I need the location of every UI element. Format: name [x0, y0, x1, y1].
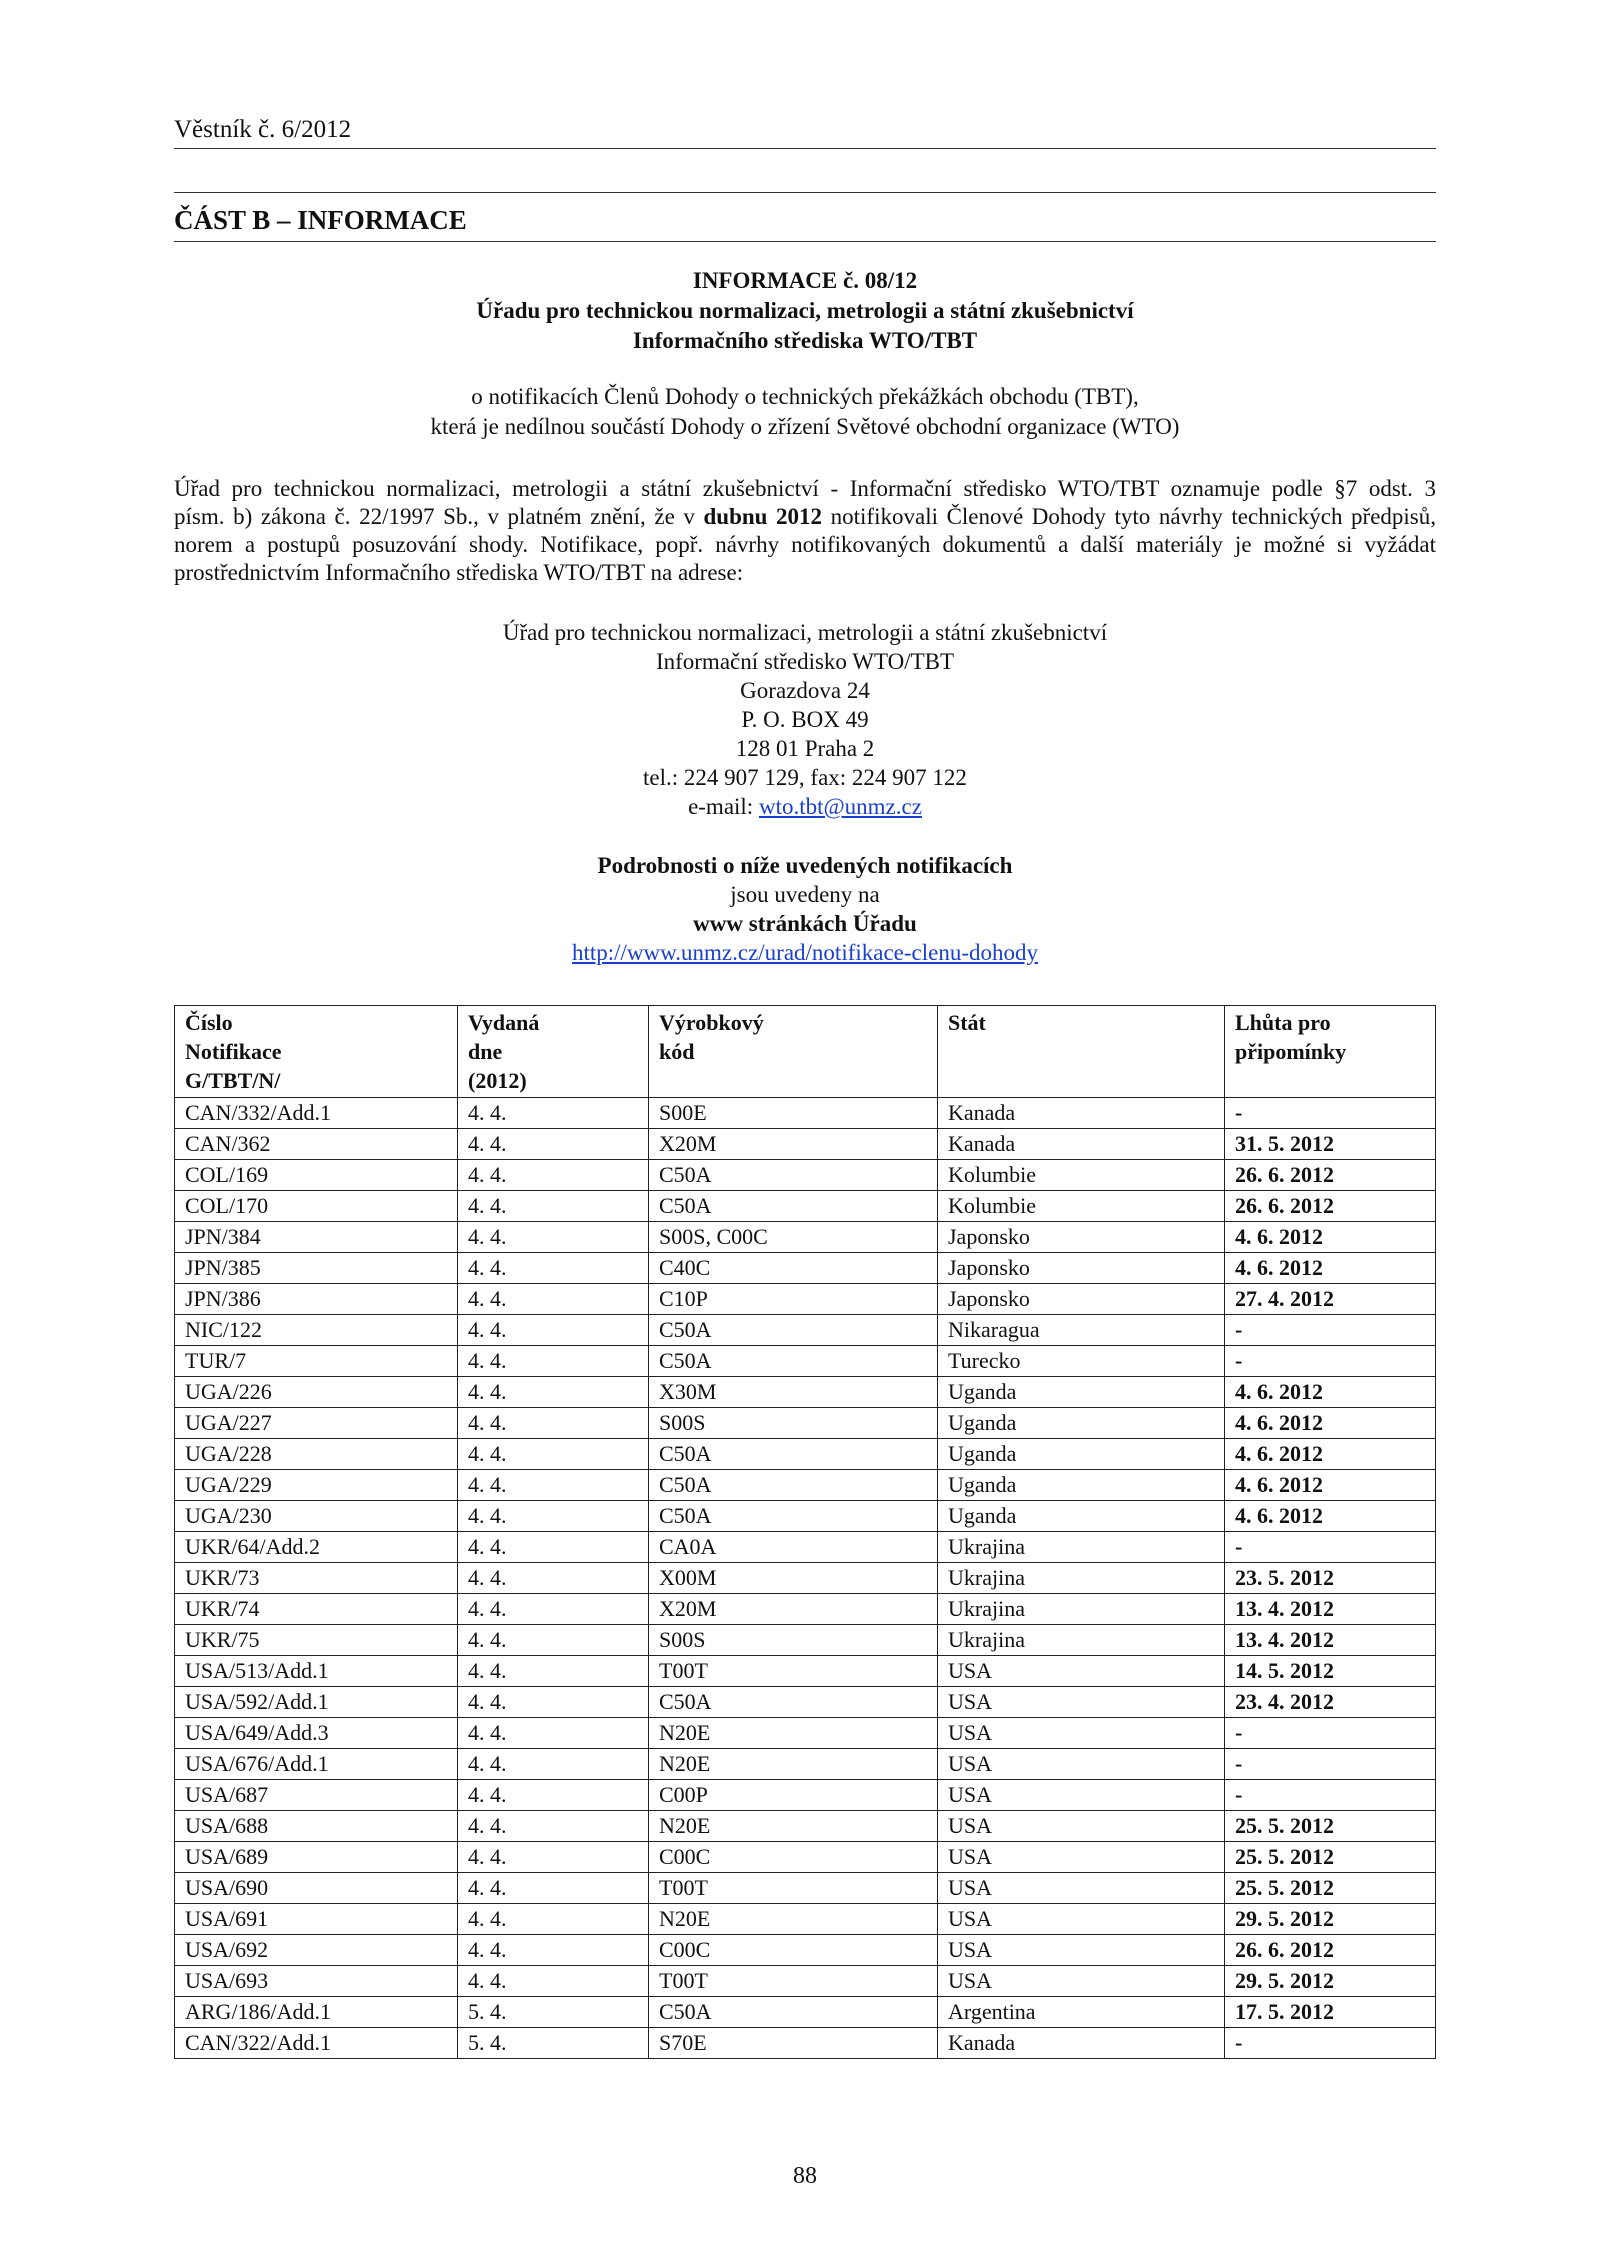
- cell-product-code: S00S: [649, 1408, 938, 1439]
- table-row: [175, 1129, 1436, 1160]
- cell-comment-deadline: -: [1225, 1718, 1436, 1749]
- intro-text: písm. b) zákona č. 22/1997 Sb., v platném znění, že v: [174, 504, 704, 529]
- cell-product-code: S00S, C00C: [649, 1222, 938, 1253]
- cell-issued-date: 4. 4.: [458, 1563, 649, 1594]
- cell-issued-date: 4. 4.: [458, 1501, 649, 1532]
- cell-comment-deadline: 14. 5. 2012: [1225, 1656, 1436, 1687]
- cell-issued-date: 5. 4.: [458, 2028, 649, 2059]
- cell-comment-deadline: 26. 6. 2012: [1225, 1935, 1436, 1966]
- subtitle-block: [174, 382, 1436, 442]
- cell-notification-number: CAN/322/Add.1: [175, 2028, 458, 2059]
- cell-product-code: C50A: [649, 1439, 938, 1470]
- cell-comment-deadline: 25. 5. 2012: [1225, 1811, 1436, 1842]
- cell-issued-date: 4. 4.: [458, 1842, 649, 1873]
- email-label: e-mail:: [688, 794, 759, 819]
- table-row: [175, 1160, 1436, 1191]
- table-row: [175, 1749, 1436, 1780]
- header-text: Lhůta pro: [1235, 1010, 1331, 1035]
- cell-issued-date: 4. 4.: [458, 1470, 649, 1501]
- table-row: [175, 1687, 1436, 1718]
- cell-product-code: X30M: [649, 1377, 938, 1408]
- cell-comment-deadline: 27. 4. 2012: [1225, 1284, 1436, 1315]
- intro-line-1: Úřad pro technickou normalizaci, metrologii a státní zkušebnictví - Informační středisko WTO/TBT oznamuje podle §7 odst. 3: [174, 476, 1436, 501]
- cell-product-code: N20E: [649, 1749, 938, 1780]
- cell-comment-deadline: -: [1225, 1780, 1436, 1811]
- section-heading: ČÁST B – INFORMACE: [174, 205, 467, 235]
- cell-comment-deadline: 13. 4. 2012: [1225, 1594, 1436, 1625]
- cell-product-code: T00T: [649, 1966, 938, 1997]
- cell-comment-deadline: -: [1225, 1749, 1436, 1780]
- cell-notification-number: CAN/362: [175, 1129, 458, 1160]
- cell-country: Ukrajina: [938, 1625, 1225, 1656]
- details-url-line: [174, 938, 1436, 967]
- cell-notification-number: UGA/230: [175, 1501, 458, 1532]
- table-row: [175, 1470, 1436, 1501]
- cell-country: Kanada: [938, 2028, 1225, 2059]
- cell-issued-date: 4. 4.: [458, 1718, 649, 1749]
- cell-notification-number: UGA/226: [175, 1377, 458, 1408]
- cell-product-code: C50A: [649, 1346, 938, 1377]
- cell-product-code: C50A: [649, 1997, 938, 2028]
- cell-comment-deadline: 31. 5. 2012: [1225, 1129, 1436, 1160]
- information-number: INFORMACE č. 08/12: [692, 268, 918, 293]
- header-text: (2012): [468, 1068, 527, 1093]
- header-comment-deadline: [1225, 1006, 1436, 1098]
- issuer-name: Úřadu pro technickou normalizaci, metrologii a státní zkušebnictví: [476, 298, 1134, 323]
- table-row: [175, 1315, 1436, 1346]
- cell-issued-date: 4. 4.: [458, 1129, 649, 1160]
- cell-notification-number: CAN/332/Add.1: [175, 1098, 458, 1129]
- intro-line-4: prostřednictvím Informačního střediska WTO/TBT na adrese:: [174, 560, 744, 585]
- cell-product-code: N20E: [649, 1718, 938, 1749]
- header-text: kód: [659, 1039, 695, 1064]
- header-text: Číslo: [185, 1010, 233, 1035]
- cell-product-code: C10P: [649, 1284, 938, 1315]
- cell-notification-number: USA/676/Add.1: [175, 1749, 458, 1780]
- issuer-department: Informačního střediska WTO/TBT: [632, 328, 978, 353]
- address-line-4: P. O. BOX 49: [741, 707, 869, 732]
- cell-country: USA: [938, 1935, 1225, 1966]
- table-row: [175, 1625, 1436, 1656]
- intro-text: notifikovali Členové Dohody tyto návrhy technických předpisů,: [822, 504, 1437, 529]
- cell-notification-number: UKR/64/Add.2: [175, 1532, 458, 1563]
- notifications-url-link[interactable]: http://www.unmz.cz/urad/notifikace-clenu-dohody: [571, 940, 1039, 965]
- cell-comment-deadline: 4. 6. 2012: [1225, 1222, 1436, 1253]
- cell-notification-number: JPN/386: [175, 1284, 458, 1315]
- cell-issued-date: 4. 4.: [458, 1346, 649, 1377]
- intro-line-2: [174, 503, 1436, 531]
- cell-comment-deadline: 26. 6. 2012: [1225, 1191, 1436, 1222]
- cell-comment-deadline: 4. 6. 2012: [1225, 1439, 1436, 1470]
- cell-notification-number: USA/687: [175, 1780, 458, 1811]
- header-text: Vydaná: [468, 1010, 540, 1035]
- cell-country: Ukrajina: [938, 1563, 1225, 1594]
- cell-notification-number: USA/689: [175, 1842, 458, 1873]
- cell-product-code: S00E: [649, 1098, 938, 1129]
- cell-country: Uganda: [938, 1439, 1225, 1470]
- cell-comment-deadline: 26. 6. 2012: [1225, 1160, 1436, 1191]
- cell-country: USA: [938, 1966, 1225, 1997]
- cell-country: Japonsko: [938, 1222, 1225, 1253]
- subtitle-line-2: která je nedílnou součástí Dohody o zřízení Světové obchodní organizace (WTO): [430, 414, 1180, 439]
- cell-country: Ukrajina: [938, 1594, 1225, 1625]
- cell-notification-number: USA/513/Add.1: [175, 1656, 458, 1687]
- cell-product-code: N20E: [649, 1811, 938, 1842]
- cell-comment-deadline: 29. 5. 2012: [1225, 1966, 1436, 1997]
- header-notification-number: [175, 1006, 458, 1098]
- cell-issued-date: 4. 4.: [458, 1253, 649, 1284]
- table-row: [175, 1842, 1436, 1873]
- header-text: Stát: [948, 1010, 986, 1035]
- cell-issued-date: 4. 4.: [458, 1160, 649, 1191]
- cell-country: USA: [938, 1811, 1225, 1842]
- table-row: [175, 1346, 1436, 1377]
- cell-country: Uganda: [938, 1501, 1225, 1532]
- section-rule-top: [174, 192, 1436, 193]
- cell-issued-date: 4. 4.: [458, 1191, 649, 1222]
- cell-country: Uganda: [938, 1377, 1225, 1408]
- cell-issued-date: 4. 4.: [458, 1439, 649, 1470]
- details-block: [174, 851, 1436, 967]
- address-line-3: Gorazdova 24: [740, 678, 870, 703]
- cell-issued-date: 4. 4.: [458, 1625, 649, 1656]
- table-row: [175, 1253, 1436, 1284]
- cell-issued-date: 4. 4.: [458, 1656, 649, 1687]
- cell-issued-date: 4. 4.: [458, 1811, 649, 1842]
- cell-product-code: C50A: [649, 1687, 938, 1718]
- table-row: [175, 1222, 1436, 1253]
- header-text: Výrobkový: [659, 1010, 764, 1035]
- cell-comment-deadline: 17. 5. 2012: [1225, 1997, 1436, 2028]
- cell-country: USA: [938, 1780, 1225, 1811]
- cell-country: Uganda: [938, 1408, 1225, 1439]
- table-row: [175, 1377, 1436, 1408]
- cell-comment-deadline: -: [1225, 2028, 1436, 2059]
- information-title-block: [174, 266, 1436, 356]
- cell-notification-number: USA/592/Add.1: [175, 1687, 458, 1718]
- table-row: [175, 1408, 1436, 1439]
- table-row: [175, 1098, 1436, 1129]
- cell-product-code: C50A: [649, 1501, 938, 1532]
- address-line-2: Informační středisko WTO/TBT: [655, 649, 955, 674]
- table-row: [175, 1532, 1436, 1563]
- table-row: [175, 1439, 1436, 1470]
- header-issued-date: [458, 1006, 649, 1098]
- cell-product-code: C00C: [649, 1842, 938, 1873]
- table-header-row: [175, 1006, 1436, 1098]
- cell-notification-number: COL/169: [175, 1160, 458, 1191]
- details-line-1: Podrobnosti o níže uvedených notifikacích: [597, 853, 1013, 878]
- table-row: [175, 1997, 1436, 2028]
- cell-country: Turecko: [938, 1346, 1225, 1377]
- intro-line-3: norem a postupů posuzování shody. Notifikace, popř. návrhy notifikovaných dokumentů a další materiály je možné si vyžádat: [174, 532, 1436, 557]
- address-line-1: Úřad pro technickou normalizaci, metrologii a státní zkušebnictví: [502, 620, 1108, 645]
- notifications-table: [174, 1005, 1436, 2059]
- table-row: [175, 1501, 1436, 1532]
- cell-comment-deadline: 25. 5. 2012: [1225, 1873, 1436, 1904]
- cell-country: USA: [938, 1718, 1225, 1749]
- cell-issued-date: 4. 4.: [458, 1966, 649, 1997]
- intro-paragraph: [174, 475, 1436, 587]
- address-line-5: 128 01 Praha 2: [735, 736, 875, 761]
- table-row: [175, 1563, 1436, 1594]
- cell-issued-date: 4. 4.: [458, 1935, 649, 1966]
- cell-product-code: S00S: [649, 1625, 938, 1656]
- cell-notification-number: ARG/186/Add.1: [175, 1997, 458, 2028]
- address-line-6: tel.: 224 907 129, fax: 224 907 122: [643, 765, 967, 790]
- subtitle-line-1: o notifikacích Členů Dohody o technických překážkách obchodu (TBT),: [471, 384, 1139, 409]
- cell-product-code: S70E: [649, 2028, 938, 2059]
- cell-comment-deadline: -: [1225, 1346, 1436, 1377]
- cell-product-code: C50A: [649, 1191, 938, 1222]
- cell-product-code: X00M: [649, 1563, 938, 1594]
- cell-comment-deadline: -: [1225, 1315, 1436, 1346]
- details-line-2: jsou uvedeny na: [730, 882, 880, 907]
- cell-product-code: X20M: [649, 1129, 938, 1160]
- cell-product-code: X20M: [649, 1594, 938, 1625]
- cell-product-code: C50A: [649, 1315, 938, 1346]
- header-country: [938, 1006, 1225, 1098]
- cell-country: USA: [938, 1904, 1225, 1935]
- table-row: [175, 1780, 1436, 1811]
- cell-issued-date: 4. 4.: [458, 1780, 649, 1811]
- table-row: [175, 1873, 1436, 1904]
- cell-notification-number: USA/691: [175, 1904, 458, 1935]
- cell-country: Kolumbie: [938, 1160, 1225, 1191]
- cell-comment-deadline: 23. 5. 2012: [1225, 1563, 1436, 1594]
- cell-notification-number: USA/688: [175, 1811, 458, 1842]
- cell-country: Uganda: [938, 1470, 1225, 1501]
- cell-product-code: C00P: [649, 1780, 938, 1811]
- cell-product-code: T00T: [649, 1873, 938, 1904]
- details-line-3: www stránkách Úřadu: [693, 911, 917, 936]
- cell-country: USA: [938, 1873, 1225, 1904]
- email-link[interactable]: wto.tbt@unmz.cz: [758, 794, 922, 819]
- cell-product-code: C50A: [649, 1470, 938, 1501]
- header-text: G/TBT/N/: [185, 1068, 281, 1093]
- cell-country: Ukrajina: [938, 1532, 1225, 1563]
- table-row: [175, 1935, 1436, 1966]
- cell-notification-number: NIC/122: [175, 1315, 458, 1346]
- table-row: [175, 1191, 1436, 1222]
- cell-product-code: N20E: [649, 1904, 938, 1935]
- cell-notification-number: UGA/229: [175, 1470, 458, 1501]
- cell-notification-number: JPN/384: [175, 1222, 458, 1253]
- cell-notification-number: UKR/73: [175, 1563, 458, 1594]
- section-rule-bottom: [174, 241, 1436, 242]
- header-text: připomínky: [1235, 1039, 1347, 1064]
- cell-issued-date: 4. 4.: [458, 1904, 649, 1935]
- cell-country: Japonsko: [938, 1284, 1225, 1315]
- page-number: 88: [793, 2163, 817, 2189]
- intro-month: dubnu 2012: [703, 504, 823, 529]
- cell-issued-date: 4. 4.: [458, 1284, 649, 1315]
- cell-notification-number: UKR/74: [175, 1594, 458, 1625]
- cell-country: USA: [938, 1842, 1225, 1873]
- cell-issued-date: 4. 4.: [458, 1377, 649, 1408]
- cell-notification-number: UKR/75: [175, 1625, 458, 1656]
- cell-notification-number: USA/649/Add.3: [175, 1718, 458, 1749]
- cell-issued-date: 4. 4.: [458, 1532, 649, 1563]
- cell-comment-deadline: 4. 6. 2012: [1225, 1501, 1436, 1532]
- cell-issued-date: 4. 4.: [458, 1594, 649, 1625]
- cell-product-code: T00T: [649, 1656, 938, 1687]
- cell-issued-date: 4. 4.: [458, 1098, 649, 1129]
- table-body: [175, 1098, 1436, 2059]
- cell-issued-date: 5. 4.: [458, 1997, 649, 2028]
- table-row: [175, 2028, 1436, 2059]
- table-row: [175, 1284, 1436, 1315]
- table-row: [175, 1811, 1436, 1842]
- header-text: dne: [468, 1039, 503, 1064]
- table-row: [175, 1656, 1436, 1687]
- cell-comment-deadline: 13. 4. 2012: [1225, 1625, 1436, 1656]
- cell-product-code: C40C: [649, 1253, 938, 1284]
- cell-notification-number: COL/170: [175, 1191, 458, 1222]
- table-row: [175, 1904, 1436, 1935]
- cell-issued-date: 4. 4.: [458, 1687, 649, 1718]
- cell-country: Nikaragua: [938, 1315, 1225, 1346]
- table-row: [175, 1594, 1436, 1625]
- header-rule: [174, 148, 1436, 149]
- cell-country: Kanada: [938, 1129, 1225, 1160]
- cell-notification-number: USA/693: [175, 1966, 458, 1997]
- cell-country: USA: [938, 1656, 1225, 1687]
- cell-country: Kanada: [938, 1098, 1225, 1129]
- table-row: [175, 1966, 1436, 1997]
- cell-country: Argentina: [938, 1997, 1225, 2028]
- cell-notification-number: UGA/227: [175, 1408, 458, 1439]
- cell-issued-date: 4. 4.: [458, 1873, 649, 1904]
- cell-issued-date: 4. 4.: [458, 1315, 649, 1346]
- cell-comment-deadline: 29. 5. 2012: [1225, 1904, 1436, 1935]
- cell-country: Japonsko: [938, 1253, 1225, 1284]
- cell-issued-date: 4. 4.: [458, 1222, 649, 1253]
- table-row: [175, 1718, 1436, 1749]
- cell-comment-deadline: 4. 6. 2012: [1225, 1408, 1436, 1439]
- email-line: [174, 792, 1436, 821]
- cell-country: USA: [938, 1749, 1225, 1780]
- cell-product-code: CA0A: [649, 1532, 938, 1563]
- cell-country: Kolumbie: [938, 1191, 1225, 1222]
- header-product-code: [649, 1006, 938, 1098]
- header-text: Notifikace: [185, 1039, 282, 1064]
- cell-comment-deadline: 23. 4. 2012: [1225, 1687, 1436, 1718]
- cell-comment-deadline: -: [1225, 1532, 1436, 1563]
- cell-comment-deadline: -: [1225, 1098, 1436, 1129]
- journal-title: Věstník č. 6/2012: [174, 116, 352, 143]
- cell-comment-deadline: 4. 6. 2012: [1225, 1470, 1436, 1501]
- cell-notification-number: USA/690: [175, 1873, 458, 1904]
- cell-issued-date: 4. 4.: [458, 1749, 649, 1780]
- cell-country: USA: [938, 1687, 1225, 1718]
- address-block: [174, 618, 1436, 821]
- cell-comment-deadline: 4. 6. 2012: [1225, 1253, 1436, 1284]
- cell-notification-number: TUR/7: [175, 1346, 458, 1377]
- cell-comment-deadline: 4. 6. 2012: [1225, 1377, 1436, 1408]
- cell-issued-date: 4. 4.: [458, 1408, 649, 1439]
- cell-notification-number: USA/692: [175, 1935, 458, 1966]
- cell-notification-number: UGA/228: [175, 1439, 458, 1470]
- cell-comment-deadline: 25. 5. 2012: [1225, 1842, 1436, 1873]
- cell-product-code: C50A: [649, 1160, 938, 1191]
- cell-notification-number: JPN/385: [175, 1253, 458, 1284]
- cell-product-code: C00C: [649, 1935, 938, 1966]
